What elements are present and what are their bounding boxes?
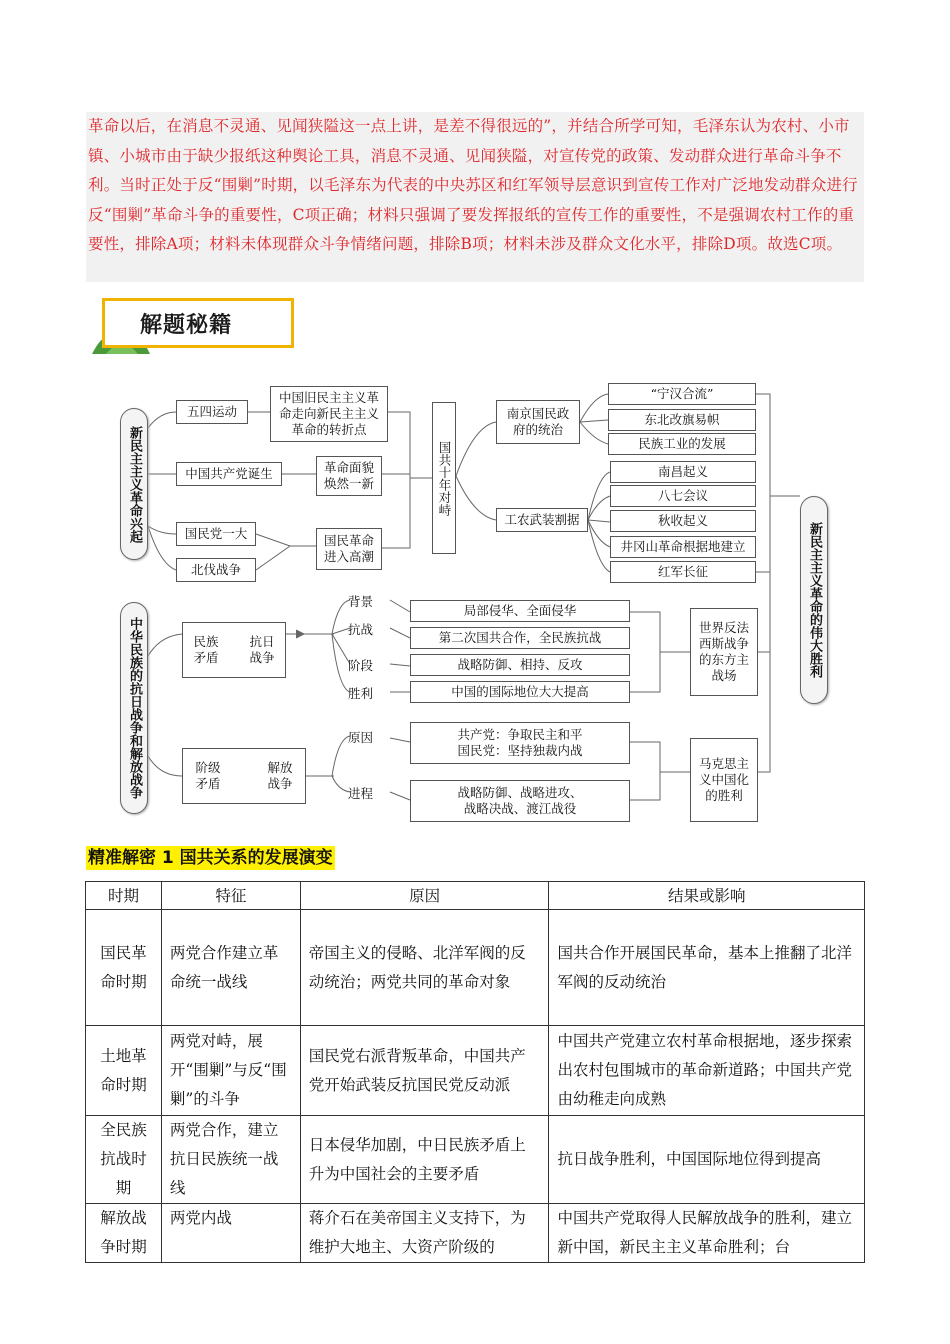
text-lib-process-2: 战略决战、渡江战役 <box>463 801 577 816</box>
table-row <box>86 1116 865 1204</box>
box-nanjing-government: 南京国民政府的统治 <box>496 400 580 444</box>
box-wp-item-2: 八七会议 <box>610 485 756 507</box>
text-lib-cause-cpc: 共产党：争取民主和平 <box>457 727 583 742</box>
box-worker-peasant: 工农武装割据 <box>496 508 588 532</box>
box-aj-item-3: 战略防御、相持、反攻 <box>410 654 630 676</box>
table-row <box>86 1204 865 1263</box>
header-result: 结果或影响 <box>549 882 865 910</box>
cell-cause: 日本侵华加剧，中日民族矛盾上升为中国社会的主要矛盾 <box>300 1116 549 1204</box>
pill-revolution-victory: 新民主主义革命的伟大胜利 <box>800 496 828 704</box>
box-wp-item-4: 井冈山革命根据地建立 <box>610 536 756 558</box>
label-liberation-war: 解放战争 <box>267 760 293 791</box>
cell-cause: 蒋介石在美帝国主义支持下，为维护大地主、大资产阶级的 <box>300 1204 549 1263</box>
cell-feature: 两党合作，建立抗日民族统一战线 <box>161 1116 300 1204</box>
box-cpc-born: 中国共产党诞生 <box>176 462 282 486</box>
box-lib-process <box>410 780 630 822</box>
box-nanjing-item-2: 东北改旗易帜 <box>608 409 756 431</box>
header-period: 时期 <box>86 882 162 910</box>
cell-period: 全民族抗战时期 <box>86 1116 162 1204</box>
box-lib-cause <box>410 722 630 764</box>
box-may4: 五四运动 <box>176 400 248 424</box>
cell-cause: 帝国主义的侵略、北洋军阀的反动统治；两党共同的革命对象 <box>300 910 549 1026</box>
cell-period: 土地革命时期 <box>86 1026 162 1116</box>
pill-revolution-rise: 新民主主义革命兴起 <box>120 408 148 560</box>
cell-result: 中国共产党建立农村革命根据地，逐步探索出农村包围城市的革命新道路；中国共产党由幼稚走向成熟 <box>549 1026 865 1116</box>
box-aj-item-4: 中国的国际地位大大提高 <box>410 681 630 703</box>
box-decade-confrontation: 国共十年对峙 <box>432 402 456 554</box>
box-national-revolution: 国民革命进入高潮 <box>316 528 382 570</box>
kmt-cpc-relations-table <box>85 881 865 1263</box>
label-anti-japan-war: 抗日战争 <box>249 634 275 665</box>
label-aj-war: 抗战 <box>348 622 374 637</box>
label-aj-victory: 胜利 <box>348 686 374 701</box>
cell-feature: 两党对峙，展开“围剿”与反“围剿”的斗争 <box>161 1026 300 1116</box>
label-lib-process: 进程 <box>348 786 374 801</box>
text-lib-process-1: 战略防御、战略进攻、 <box>457 785 583 800</box>
label-lib-cause: 原因 <box>348 730 374 745</box>
cell-result: 国共合作开展国民革命，基本上推翻了北洋军阀的反动统治 <box>549 910 865 1026</box>
table-header-row <box>86 882 865 910</box>
label-aj-stage: 阶段 <box>348 658 374 673</box>
cell-period: 解放战争时期 <box>86 1204 162 1263</box>
box-wp-item-1: 南昌起义 <box>610 461 756 483</box>
cell-result: 抗日战争胜利，中国国际地位得到提高 <box>549 1116 865 1204</box>
box-may4-result: 中国旧民主主义革命走向新民主主义革命的转折点 <box>270 386 388 442</box>
label-aj-background: 背景 <box>348 594 374 609</box>
tips-badge <box>92 296 298 358</box>
box-liberation-group <box>182 748 306 804</box>
table-row <box>86 910 865 1026</box>
text-lib-cause-kmt: 国民党：坚持独裁内战 <box>457 743 583 758</box>
cell-period: 国民革命时期 <box>86 910 162 1026</box>
box-cpc-result: 革命面貌焕然一新 <box>316 456 382 496</box>
table-row <box>86 1026 865 1116</box>
box-nanjing-item-1: “宁汉合流” <box>608 383 756 405</box>
cell-cause: 国民党右派背叛革命，中国共产党开始武装反抗国民党反动派 <box>300 1026 549 1116</box>
cell-result: 中国共产党取得人民解放战争的胜利，建立新中国，新民主主义革命胜利；台 <box>549 1204 865 1263</box>
concept-mindmap <box>110 376 840 826</box>
badge-title: 解题秘籍 <box>140 313 233 338</box>
box-world-eastern-front: 世界反法西斯战争的东方主战场 <box>690 608 758 696</box>
header-cause: 原因 <box>300 882 549 910</box>
label-class-contradiction: 阶级矛盾 <box>195 760 221 791</box>
answer-explanation: 革命以后，在消息不灵通、见闻狭隘这一点上讲，是差不得很远的”，并结合所学可知，毛泽东认为农村、小市镇、小城市由于缺少报纸这种舆论工具，消息不灵通、见闻狭隘，对宣传党的政策、发动群众进行革命斗争不利。当时正处于反“围剿”时期，以毛泽东为代表的中央苏区和红军领导层意识到宣传工作对广泛地发动群众进行反“围剿”革命斗争的重要性，C项正确；材料只强调了要发挥报纸的宣传工作的重要性，不是强调农村工作的重要性，排除A项；材料未体现群众斗争情绪问题，排除B项；材料未涉及群众文化水平，排除D项。故选C项。 <box>86 112 864 282</box>
box-northern-expedition: 北伐战争 <box>176 558 256 582</box>
cell-feature: 两党内战 <box>161 1204 300 1263</box>
box-kmt-congress: 国民党一大 <box>176 522 256 546</box>
pill-anti-japan-liberation: 中华民族的抗日战争和解放战争 <box>120 602 148 814</box>
box-wp-item-3: 秋收起义 <box>610 510 756 532</box>
cell-feature: 两党合作建立革命统一战线 <box>161 910 300 1026</box>
box-nanjing-item-3: 民族工业的发展 <box>608 433 756 455</box>
box-marxism-sinicization: 马克思主义中国化的胜利 <box>690 738 758 822</box>
section-title: 精准解密 1 国共关系的发展演变 <box>88 848 333 868</box>
header-feature: 特征 <box>161 882 300 910</box>
box-aj-item-2: 第二次国共合作，全民族抗战 <box>410 627 630 649</box>
box-wp-item-5: 红军长征 <box>610 561 756 583</box>
box-aj-item-1: 局部侵华、全面侵华 <box>410 600 630 622</box>
box-anti-japan-group <box>182 622 286 678</box>
label-national-contradiction: 民族矛盾 <box>193 634 219 665</box>
